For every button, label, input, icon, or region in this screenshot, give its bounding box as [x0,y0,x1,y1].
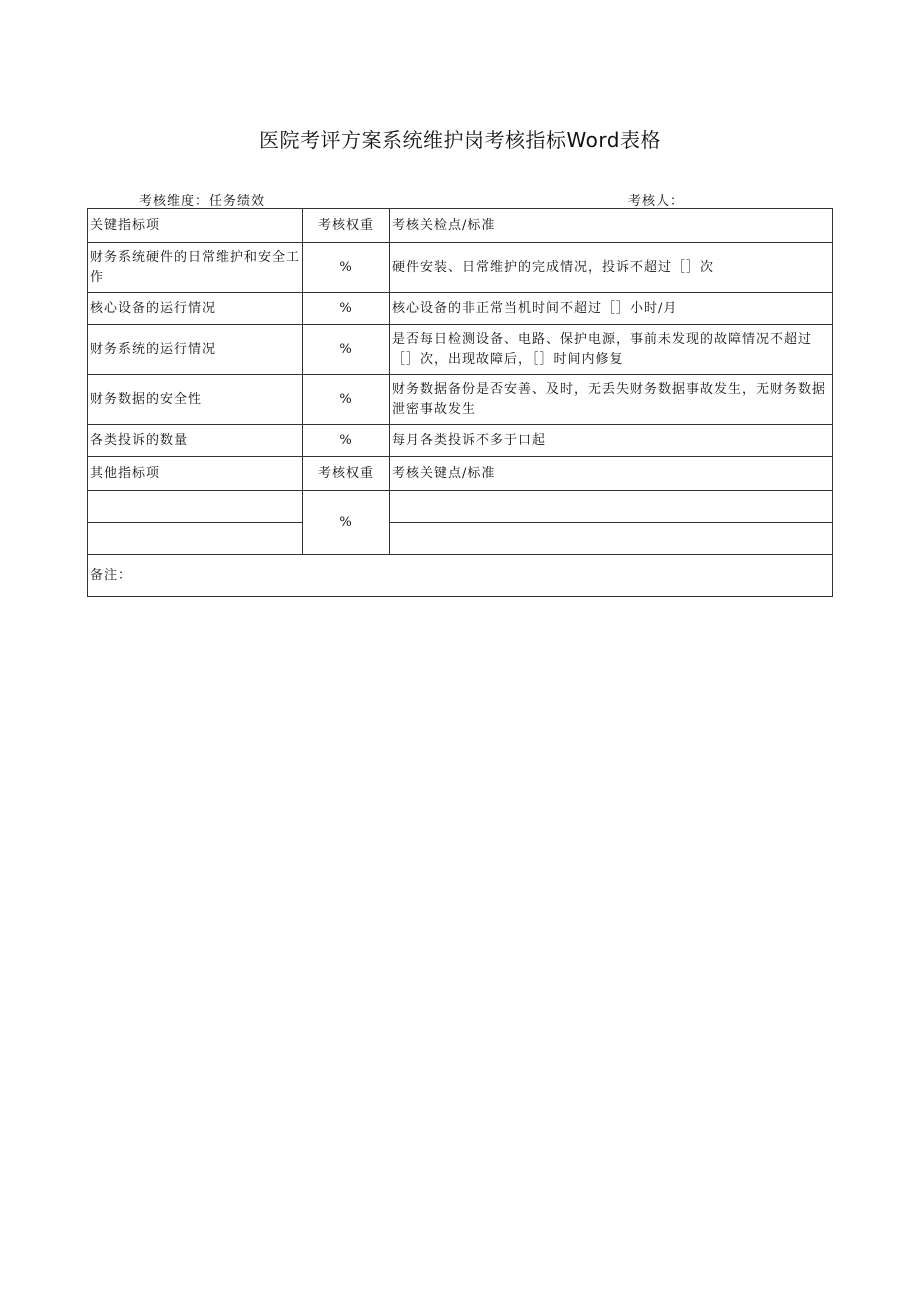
assessor-label: 考核人： [628,194,685,209]
remark-row [88,555,833,597]
row-weight: % [303,293,390,325]
row-weight: % [303,325,390,375]
header-criteria: 考核关检点/标准 [390,209,833,243]
dimension-label: 考核维度：任务绩效 [139,194,266,209]
other-row [88,491,833,523]
row-item: 财务系统硬件的日常维护和安全工作 [88,243,303,293]
table-header-row [88,209,833,243]
table-row [88,293,833,325]
other-row-item [88,523,303,555]
other-header-row [88,457,833,491]
table-row [88,425,833,457]
other-row-criteria [390,491,833,523]
row-weight: % [303,375,390,425]
header-item: 关键指标项 [88,209,303,243]
document-title: 医院考评方案系统维护岗考核指标Word表格 [259,128,661,152]
row-criteria: 财务数据备份是否安善、及时，无丢失财务数据事故发生，无财务数据泄密事故发生 [390,375,833,425]
table-row [88,243,833,293]
row-item: 财务数据的安全性 [88,375,303,425]
other-header-criteria: 考核关键点/标准 [390,457,833,491]
other-row-item [88,491,303,523]
evaluation-table [87,208,833,597]
row-weight: % [303,425,390,457]
row-criteria: 硬件安装、日常维护的完成情况，投诉不超过［］次 [390,243,833,293]
header-weight: 考核权重 [303,209,390,243]
row-criteria: 每月各类投诉不多于口起 [390,425,833,457]
row-weight: % [303,243,390,293]
other-header-item: 其他指标项 [88,457,303,491]
row-item: 财务系统的运行情况 [88,325,303,375]
other-row-criteria [390,523,833,555]
other-header-weight: 考核权重 [303,457,390,491]
other-row [88,523,833,555]
table-row [88,375,833,425]
other-weight: % [303,491,390,555]
row-item: 各类投诉的数量 [88,425,303,457]
row-item: 核心设备的运行情况 [88,293,303,325]
row-criteria: 是否每日检测设备、电路、保护电源，事前未发现的故障情况不超过［］次，出现故障后，［］时间内修复 [390,325,833,375]
table-row [88,325,833,375]
remark-label: 备注： [88,555,833,597]
row-criteria: 核心设备的非正常当机时间不超过［］小时/月 [390,293,833,325]
